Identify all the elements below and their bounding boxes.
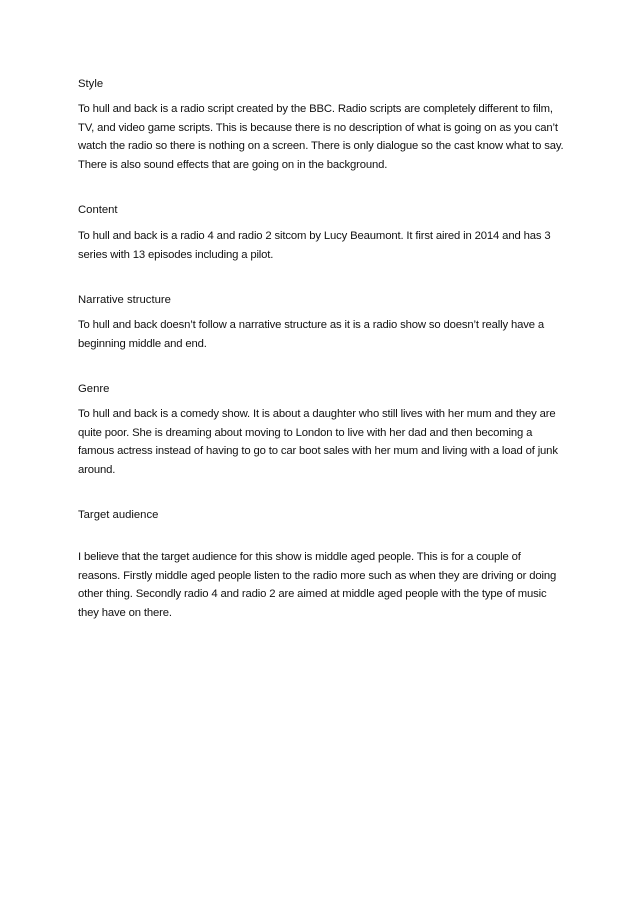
section-style [78, 76, 564, 174]
section-paragraph-genre: To hull and back is a comedy show. It is about a daughter who still lives with her mum and they are quite poor. She is dreaming about moving to London to live with her dad and then becoming a famous actress instead of having to go to car boot sales with her mum and living with a load of junk around. [78, 408, 558, 476]
section-narrative-structure [78, 292, 564, 353]
section-heading-content: Content [78, 204, 118, 216]
section-content [78, 202, 564, 264]
section-paragraph-narrative-structure: To hull and back doesn’t follow a narrative structure as it is a radio show so doesn’t really have a beginning middle and end. [78, 319, 545, 350]
section-paragraph-content: To hull and back is a radio 4 and radio 2 sitcom by Lucy Beaumont. It first aired in 2014 and has 3 series with 13 episodes including a pilot. [78, 230, 551, 261]
section-heading-genre: Genre [78, 383, 110, 395]
section-target-audience [78, 507, 564, 622]
section-heading-target-audience: Target audience [78, 509, 159, 521]
section-paragraph-target-audience: I believe that the target audience for this show is middle aged people. This is for a couple of reasons. Firstly middle aged people listen to the radio more such as when they are driving or doing other thing. Secondly radio 4 and radio 2 are aimed at middle aged people with the type of music they have on there. [78, 551, 557, 619]
section-genre [78, 381, 564, 479]
section-paragraph-style: To hull and back is a radio script created by the BBC. Radio scripts are completely different to film, TV, and video game scripts. This is because there is no description of what is going on as you can’t watch the radio so there is nothing on a screen. There is only dialogue so the cast know what to say. There is also sound effects that are going on in the background. [78, 103, 564, 171]
section-heading-style: Style [78, 78, 104, 90]
section-heading-narrative-structure: Narrative structure [78, 294, 171, 306]
document-body [78, 76, 564, 622]
